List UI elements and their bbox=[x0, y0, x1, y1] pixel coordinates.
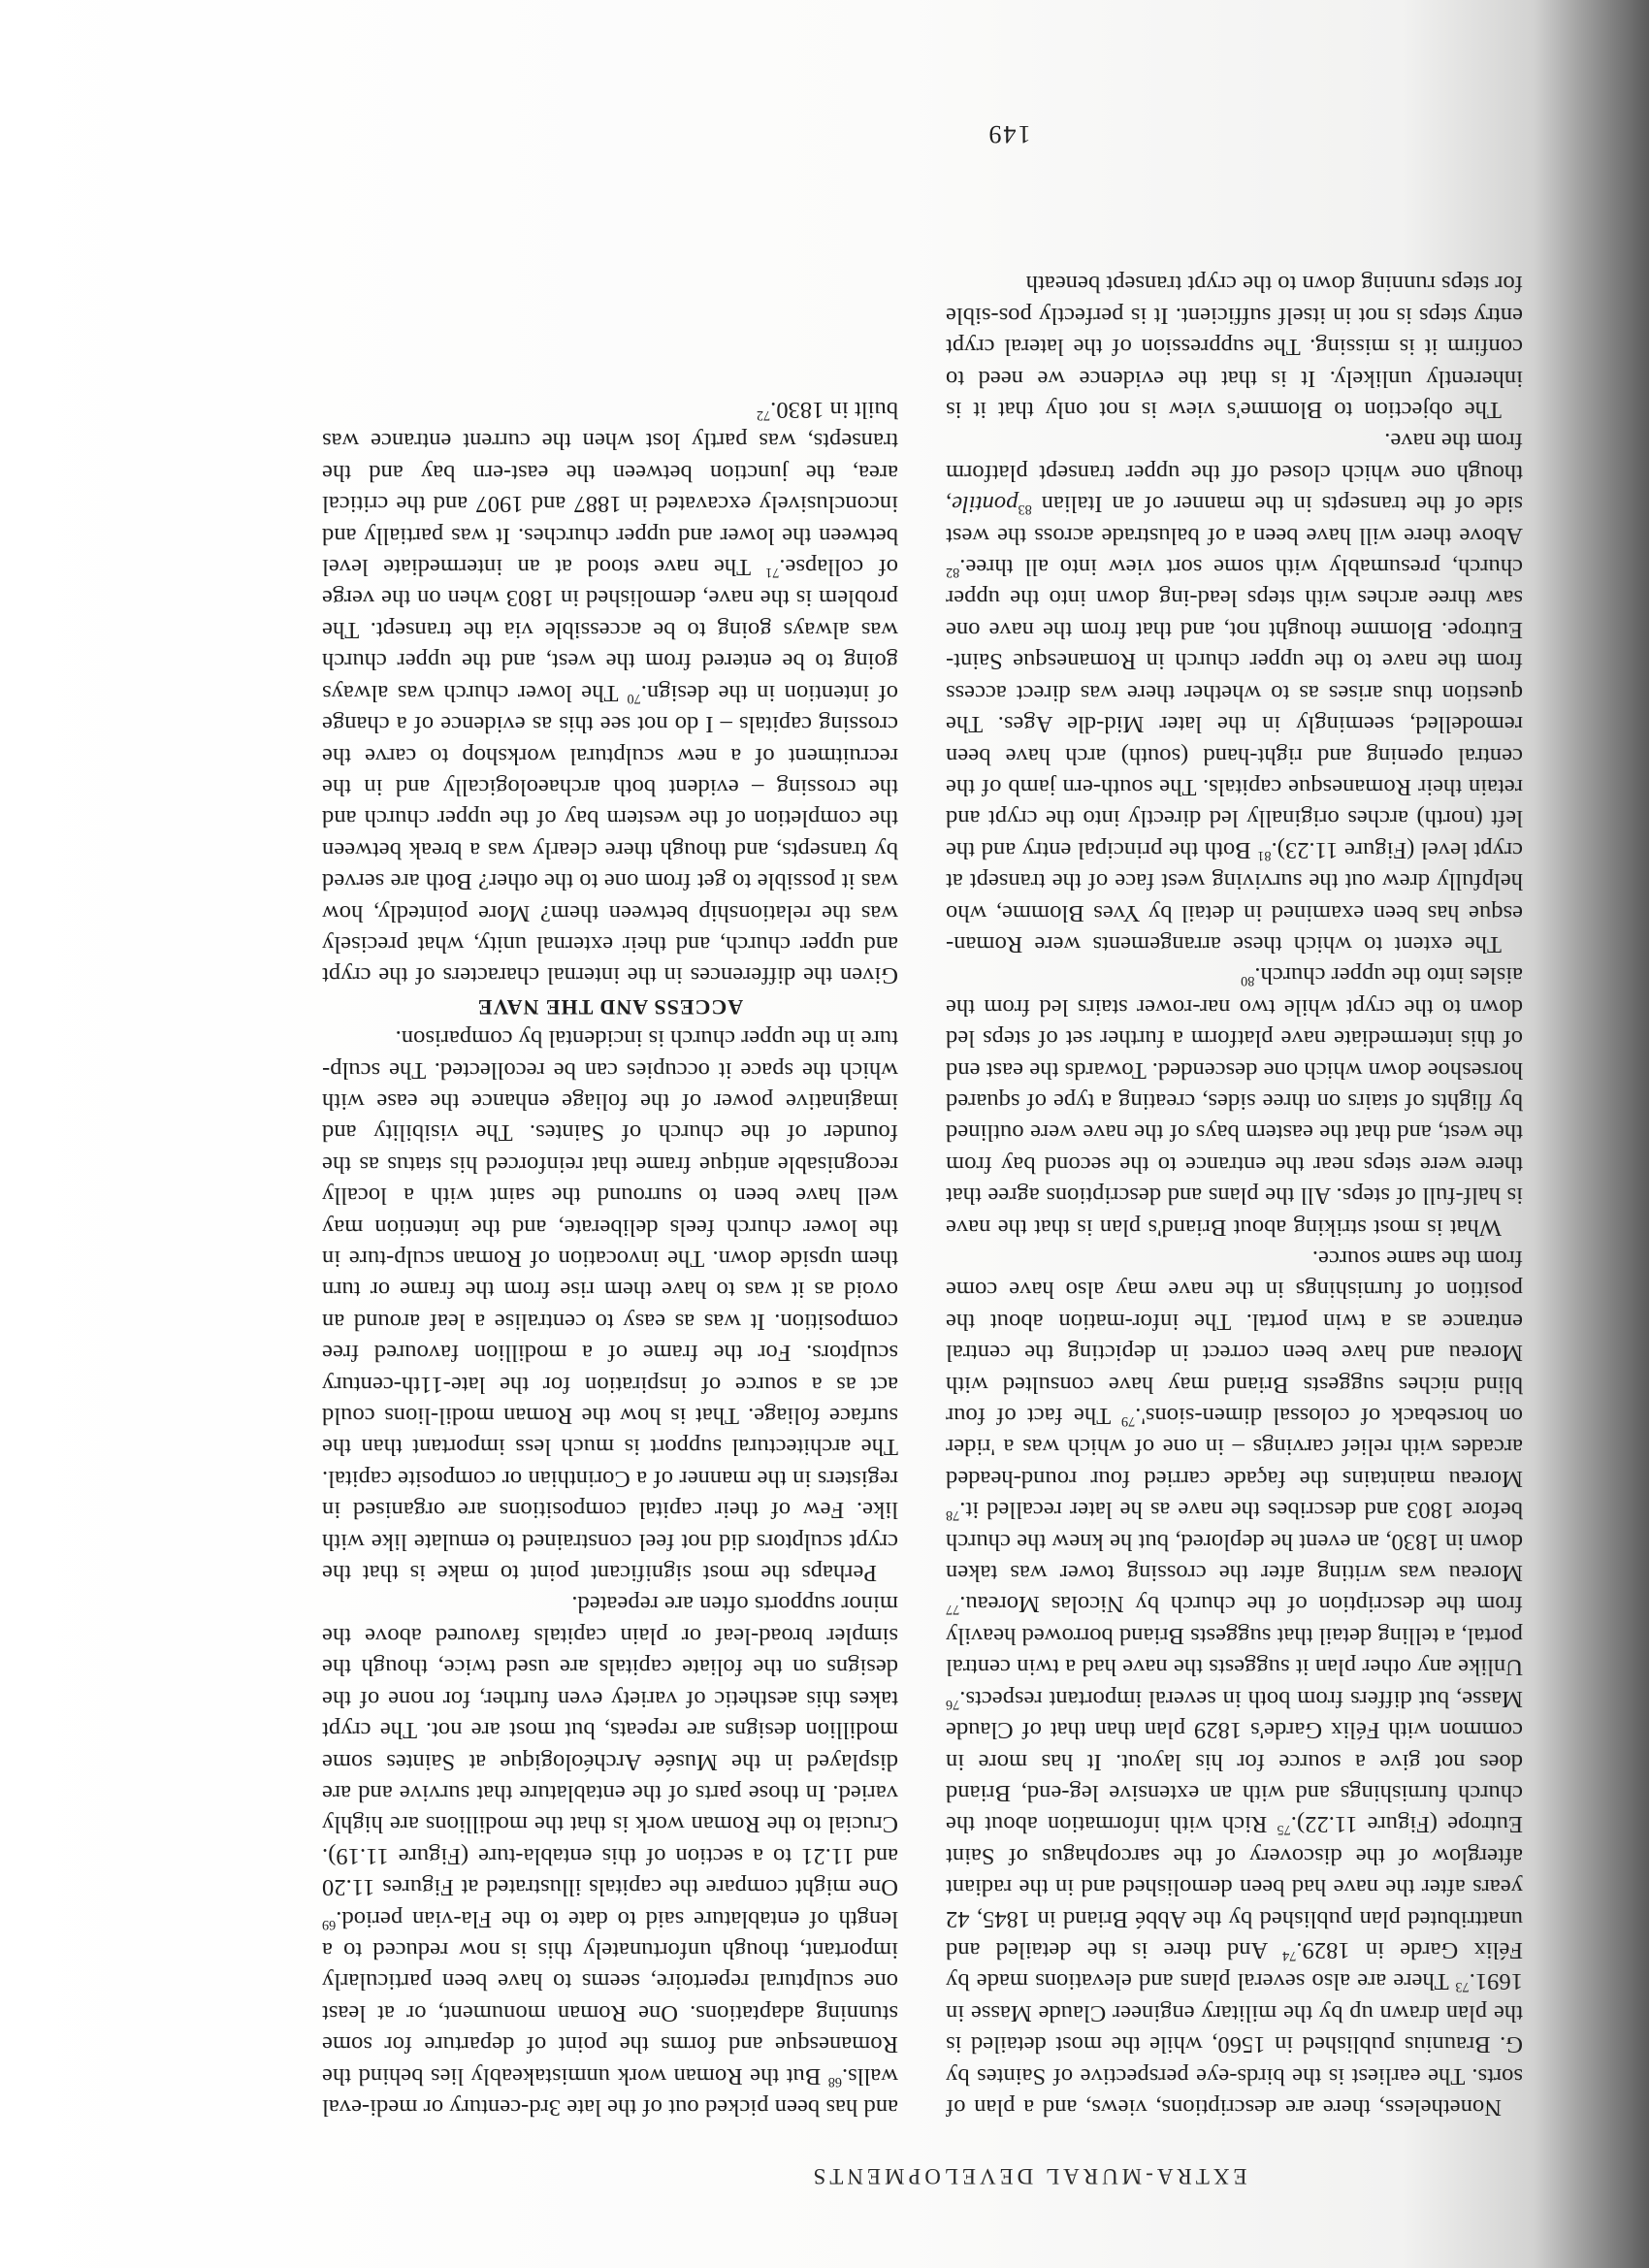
paragraph-text: The extent to which these arrangements were Roman-esque has been examined in detail by Yves Blomme, who helpfully drew out the surviving west face of the transept at crypt level (Figure 11.23). bbox=[946, 836, 1523, 957]
footnote-ref: 70 bbox=[627, 690, 641, 706]
paragraph-text: The nave stood at an intermediate level between the lower and upper churches. It was partially and inconclusively excavated in 1887 and 1907 and the critical area, the junction between the east-ern bay and the transepts, was partly lost when the current entrance was built in 1830. bbox=[322, 397, 898, 581]
footnote-ref: 74 bbox=[1282, 1948, 1297, 1964]
footnote-ref: 71 bbox=[765, 565, 780, 581]
footnote-ref: 78 bbox=[946, 1507, 960, 1524]
footnote-ref: 69 bbox=[322, 1916, 337, 1932]
footnote-ref: 81 bbox=[1257, 847, 1272, 863]
paragraph-text: But the Roman work unmistakeably lies behind the Romanesque and forms the point of departure for some stunning adaptations. One Roman monument, or at least one sculptural repertoire, seems to have been particularly important, though unfortunately this is now reduced to a length of entablature said to date to the Fla-vian period. bbox=[322, 1905, 898, 2090]
footnote-ref: 73 bbox=[1455, 1979, 1470, 1995]
paragraph-text: Both the principal entry and the left (north) arches originally led directly into the crypt and retain their Romanesque capitals. The south-ern jamb of the central opening and right-hand (south) arch have been remodelled, seemingly in the later Mid-dle Ages. The question thus arises as to whether there was direct access from the nave to the upper church in Romanesque Saint-Eutrope. Blomme thought not, and that from the nave one saw three arches with steps lead-ing down into the upper church, presumably with some sort view into all three. bbox=[946, 554, 1523, 863]
paragraph-text: One might compare the capitals illustrated at Figures 11.20 and 11.21 to a section of this entabla-ture (Figure 11.19). Crucial to the Roman work is that the modillions are highly varied. In those parts of the entablature that survive and are displayed in the Musée Archéologique at Saintes some modillion designs are repeats, but most are not. The crypt takes this aesthetic of variety even further, for none of the designs on the foliate capitals are used twice, though the simpler broad-leaf or plain capitals favoured above the minor supports often are repeated. bbox=[322, 1591, 898, 1901]
footnote-ref: 79 bbox=[1121, 1413, 1136, 1430]
footnote-ref: 75 bbox=[1277, 1822, 1291, 1838]
left-column bbox=[946, 268, 1523, 2122]
body-paragraph bbox=[946, 1243, 1523, 2122]
body-paragraph bbox=[322, 1022, 898, 1588]
body-paragraph bbox=[946, 268, 1523, 425]
paragraph-text: The lower church was always going to be entered from the west, and the upper church was always going to be accessible via the transept. The problem is the nave, demolished in 1803 when on the verge of collapse. bbox=[321, 554, 898, 706]
running-head: EXTRA-MURAL DEVELOPMENTS bbox=[809, 2164, 1247, 2188]
italic-term: pontile bbox=[952, 491, 1018, 518]
paragraph-text: Moreau maintains the façade carried four round-headed arcades with relief carvings – in one of which was a 'rider on horseback of colossal dimen-sions'. bbox=[946, 1403, 1523, 1492]
paragraph-text: Nonetheless, there are descriptions, views, and a plan of sorts. The earliest is the birds-eye perspective of Saintes by G. Braunius published in 1560, while the most detailed is the plan drawn up by the military engineer Claude Masse in 1691. bbox=[946, 1968, 1523, 2121]
paragraph-text: Above there will have been a of balustrade across the west side of the transepts in the manner of an Italian bbox=[946, 491, 1523, 549]
paragraph-text: There are also several plans and elevations made by Félix Garde in 1829. bbox=[946, 1936, 1523, 1995]
paragraph-text: Rich with information about the church furnishings and with an extensive leg-end, Briand does not give a source for his layout. It has more in common with Félix Garde's 1829 plan than that of Claude Masse, but differs from both in several important respects. bbox=[946, 1685, 1523, 1838]
paragraph-text: Given the differences in the internal characters of the crypt and upper church, and their external unity, what precisely was the relationship between them? More pointedly, how was it possible to get from one to the other? Both are served by transepts, and though there clearly was a break between the completion of the western bay of the upper church and the crossing – evident both archaeologically and in the recruitment of a new sculptural workshop to carve the crossing capitals – I do not see this as evidence of a change of intention in the design. bbox=[322, 679, 898, 989]
paragraph-text: Perhaps the most significant point to make is that the crypt sculptors did not feel constrained to emulate like with like. Few of their capital compositions are organised in registers in the manner of a Corinthian or composite capital. The architectural support is much less important than the surface foliage. That is how the Roman modil-lions could act as a source of inspiration for the late-11th-century sculptors. For the frame of a modillion favoured free composition. It was as easy to centralise a leaf around an ovoid as it was to have them rise from the frame or turn them upside down. The invocation of Roman sculp-ture in the lower church feels deliberate, and the intention may well have been to surround the saint with a locally recognisable antique frame that reinforced his status as the founder of the church of Saintes. The visibility and imaginative power of the foliage enhance the ease with which the space it occupies can be recollected. The sculp-ture in the upper church is incidental by comparison. bbox=[322, 1025, 898, 1587]
paragraph-text: The fact of four blind niches suggests Briand may have consulted with Moreau and have been correct in depicting the central entrance as a twin portal. The infor-mation about the position of furnishings in the nave may also have come from the same source. bbox=[946, 1246, 1523, 1430]
paragraph-text: and has been picked out of the late 3rd-century or medi-eval walls. bbox=[322, 2062, 898, 2121]
paragraph-text: And there is the detailed and unattributed plan published by the Abbé Briand in 1845, 42 years after the nave had been demolished and in the radiant afterglow of the discovery of the sarcophagus of Saint Eutrope (Figure 11.22). bbox=[946, 1811, 1523, 1963]
footnote-ref: 68 bbox=[827, 2073, 842, 2090]
paragraph-text: Moreau was writing after the crossing tower was taken down in 1830, an event he deplored, but he knew the church before 1803 and describes the nave as he later recalled it. bbox=[946, 1497, 1523, 1587]
right-column bbox=[322, 394, 898, 2122]
footnote-ref: 76 bbox=[946, 1696, 960, 1712]
body-paragraph bbox=[946, 425, 1523, 959]
body-paragraph bbox=[946, 959, 1523, 1243]
paragraph-text: , though one which closed off the upper transept platform from the nave. bbox=[946, 428, 1523, 518]
body-paragraph bbox=[322, 394, 898, 991]
paragraph-text: What is most striking about Briand's plan is that the nave is half-full of steps. All the plans and descriptions agree that there were steps near the entrance to the second bay from the west, and that the eastern bays of the nave were outlined by flights of stairs on three sides, creating a type of squared horseshoe down which one descended. Towards the east end of this intermediate nave platform a further set of steps led down to the crypt while two nar-rower stairs led from the aisles into the upper church. bbox=[946, 962, 1523, 1241]
body-paragraph bbox=[322, 1588, 898, 2122]
footnote-ref: 80 bbox=[1241, 973, 1255, 989]
footnote-ref: 77 bbox=[946, 1602, 960, 1618]
paragraph-text: The objection to Blomme's view is not only that it is inherently unlikely. It is that the evidence we need to confirm it is missing. The suppression of the lateral crypt entry steps is not in itself sufficient. It is perfectly pos-sible for steps running down to the crypt transept beneath bbox=[946, 271, 1523, 424]
footnote-ref: 83 bbox=[1018, 502, 1032, 518]
page-number: 149 bbox=[986, 120, 1031, 148]
paragraph-text: Unlike any other plan it suggests the nave had a twin central portal, a telling detail that suggests Briand borrowed heavily from the description of the church by Nicolas Moreau. bbox=[946, 1591, 1523, 1681]
section-heading: ACCESS AND THE NAVE bbox=[476, 994, 744, 1020]
footnote-ref: 82 bbox=[946, 565, 960, 581]
footnote-ref: 72 bbox=[756, 407, 771, 424]
